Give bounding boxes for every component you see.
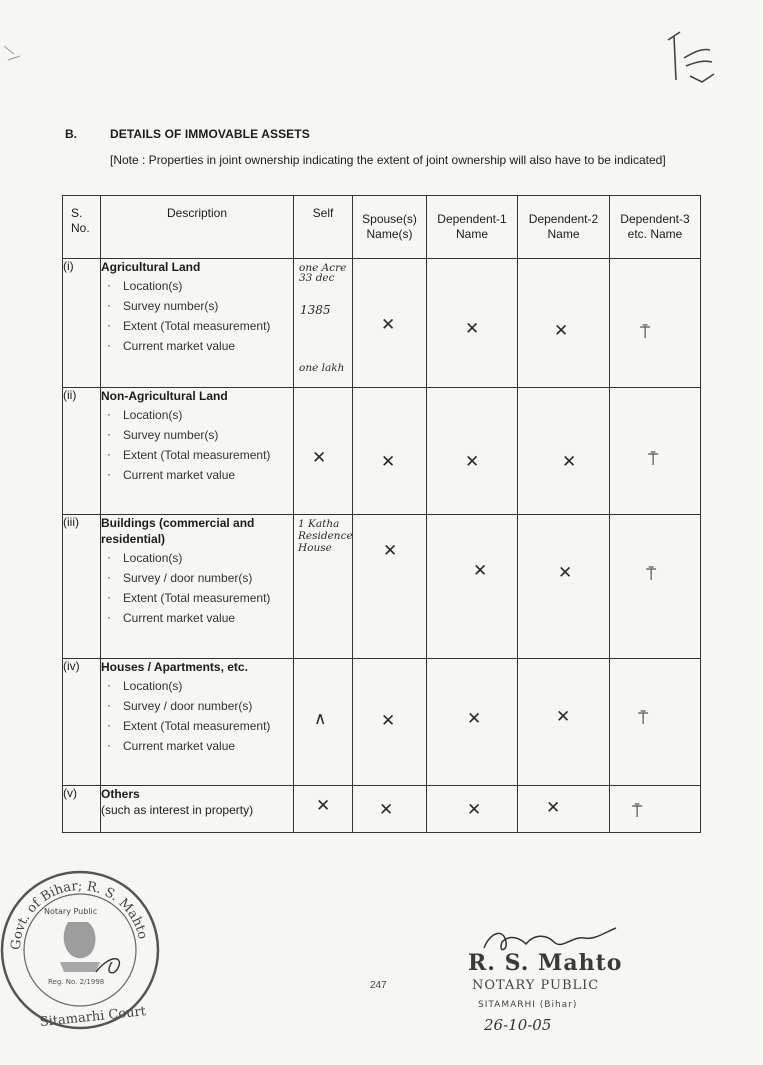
dependent-3-cell — [610, 388, 701, 515]
immovable-assets-table — [62, 195, 701, 833]
notary-seal — [0, 862, 168, 1037]
sub-item: · Survey number(s) — [101, 428, 293, 443]
header-spouse: Spouse(s) Name(s) — [353, 196, 427, 259]
header-dependent-2: Dependent-2 Name — [518, 196, 610, 259]
dependent-3-cell — [610, 515, 701, 659]
row-category: Others — [101, 787, 140, 801]
notary-date: 26-10-05 — [484, 1016, 552, 1034]
svg-text:Sitamarhi Court: Sitamarhi Court — [39, 1004, 147, 1031]
dependent-2-cell — [518, 388, 610, 515]
row-sno: (i) — [63, 259, 101, 388]
row-description — [101, 786, 294, 833]
row-description — [101, 388, 294, 515]
cross-mark-icon: ✕ — [381, 452, 396, 472]
header-dependent-1: Dependent-1 Name — [427, 196, 518, 259]
spouse-cell — [353, 259, 427, 388]
section-letter: B. — [65, 127, 77, 141]
cross-mark-icon: ✕ — [558, 563, 573, 583]
spouse-cell — [353, 515, 427, 659]
self-cell — [294, 786, 353, 833]
sub-item: · Location(s) — [101, 279, 293, 294]
cross-mark-icon: ✕ — [465, 319, 480, 339]
header-description: Description — [101, 196, 294, 259]
corner-fold-mark — [0, 40, 30, 70]
row-subtitle: (such as interest in property) — [101, 803, 254, 817]
dependent-3-cell — [610, 786, 701, 833]
row-description — [101, 659, 294, 786]
sub-item: · Survey number(s) — [101, 299, 293, 314]
svg-text:Notary Public: Notary Public — [44, 907, 98, 916]
notary-name: R. S. Mahto — [468, 950, 623, 976]
spouse-cell — [353, 388, 427, 515]
row-category: Buildings (commercial and residential) — [101, 516, 255, 546]
svg-text:Reg. No. 2/1998: Reg. No. 2/1998 — [48, 978, 105, 986]
cross-mark-icon: ⍑ — [648, 450, 659, 470]
cross-mark-icon: ✕ — [562, 452, 577, 472]
corner-page-mark — [650, 28, 730, 88]
dependent-1-cell — [427, 388, 518, 515]
sub-item: · Location(s) — [101, 551, 293, 566]
cross-mark-icon: ✕ — [556, 707, 571, 727]
cross-mark-icon: ✕ — [381, 315, 396, 335]
sub-item: · Extent (Total measurement) — [101, 448, 293, 463]
spouse-cell — [353, 786, 427, 833]
sub-item: · Extent (Total measurement) — [101, 719, 293, 734]
sub-item: · Current market value — [101, 739, 293, 754]
section-title: DETAILS OF IMMOVABLE ASSETS — [110, 127, 310, 141]
dependent-3-cell — [610, 659, 701, 786]
row-sno: (v) — [63, 786, 101, 833]
cross-mark-icon: ✕ — [381, 711, 396, 731]
cross-mark-icon: ⍑ — [646, 565, 657, 585]
self-cell — [294, 259, 353, 388]
header-self: Self — [294, 196, 353, 259]
header-sno: S. No. — [63, 196, 101, 259]
handwritten-entry: 1 Katha — [298, 518, 340, 530]
row-description — [101, 515, 294, 659]
dependent-1-cell — [427, 659, 518, 786]
sub-item: · Location(s) — [101, 408, 293, 423]
sub-item: · Current market value — [101, 611, 293, 626]
cross-mark-icon: ✕ — [546, 798, 561, 818]
notary-role: NOTARY PUBLIC — [472, 978, 600, 993]
table-header-row — [63, 196, 701, 259]
cross-mark-icon: ⍑ — [632, 802, 643, 822]
table-row — [63, 786, 701, 833]
header-dependent-3: Dependent-3 etc. Name — [610, 196, 701, 259]
cross-mark-icon: ✕ — [312, 448, 327, 468]
cross-mark-icon: ✕ — [316, 796, 331, 816]
section-note: [Note : Properties in joint ownership indicating the extent of joint ownership will also have to be indicated] — [110, 153, 666, 167]
sub-item: · Location(s) — [101, 679, 293, 694]
self-cell — [294, 659, 353, 786]
notary-place: SITAMARHI (Bihar) — [478, 1000, 578, 1010]
handwritten-entry: one lakh — [299, 362, 345, 374]
handwritten-entry: House — [298, 542, 332, 554]
cross-mark-icon: ✕ — [379, 800, 394, 820]
dependent-1-cell — [427, 786, 518, 833]
row-sno: (iv) — [63, 659, 101, 786]
row-category: Houses / Apartments, etc. — [101, 660, 248, 674]
table-row — [63, 388, 701, 515]
table-row — [63, 259, 701, 388]
dependent-2-cell — [518, 259, 610, 388]
sub-item: · Survey / door number(s) — [101, 699, 293, 714]
sub-item: · Extent (Total measurement) — [101, 591, 293, 606]
dependent-3-cell — [610, 259, 701, 388]
row-category: Non-Agricultural Land — [101, 389, 228, 403]
svg-text:Govt. of Bihar; R. S. Mahto: Govt. of Bihar; R. S. Mahto — [8, 878, 150, 951]
cross-mark-icon: ✕ — [467, 800, 482, 820]
cross-mark-icon: ✕ — [465, 452, 480, 472]
notary-stamp — [456, 920, 656, 1050]
row-category: Agricultural Land — [101, 260, 201, 274]
cross-mark-icon: ✕ — [467, 709, 482, 729]
page-number: 247 — [370, 980, 387, 991]
cross-mark-icon: ✕ — [383, 541, 398, 561]
caret-mark-icon: ∧ — [314, 709, 327, 729]
cross-mark-icon: ✕ — [554, 321, 569, 341]
row-sno: (ii) — [63, 388, 101, 515]
spouse-cell — [353, 659, 427, 786]
cross-mark-icon: ⍑ — [640, 323, 651, 343]
self-cell — [294, 515, 353, 659]
table-row — [63, 659, 701, 786]
sub-item: · Extent (Total measurement) — [101, 319, 293, 334]
row-sno: (iii) — [63, 515, 101, 659]
row-description — [101, 259, 294, 388]
dependent-2-cell — [518, 659, 610, 786]
handwritten-entry: 33 dec — [299, 272, 335, 284]
table-row — [63, 515, 701, 659]
dependent-2-cell — [518, 515, 610, 659]
dependent-2-cell — [518, 786, 610, 833]
sub-item: · Current market value — [101, 468, 293, 483]
handwritten-entry: 1385 — [300, 303, 331, 317]
dependent-1-cell — [427, 515, 518, 659]
cross-mark-icon: ✕ — [473, 561, 488, 581]
handwritten-entry: one Acre — [299, 262, 347, 274]
self-cell — [294, 388, 353, 515]
sub-item: · Current market value — [101, 339, 293, 354]
sub-item: · Survey / door number(s) — [101, 571, 293, 586]
cross-mark-icon: ⍑ — [638, 709, 649, 729]
handwritten-entry: Residence — [298, 530, 353, 542]
dependent-1-cell — [427, 259, 518, 388]
